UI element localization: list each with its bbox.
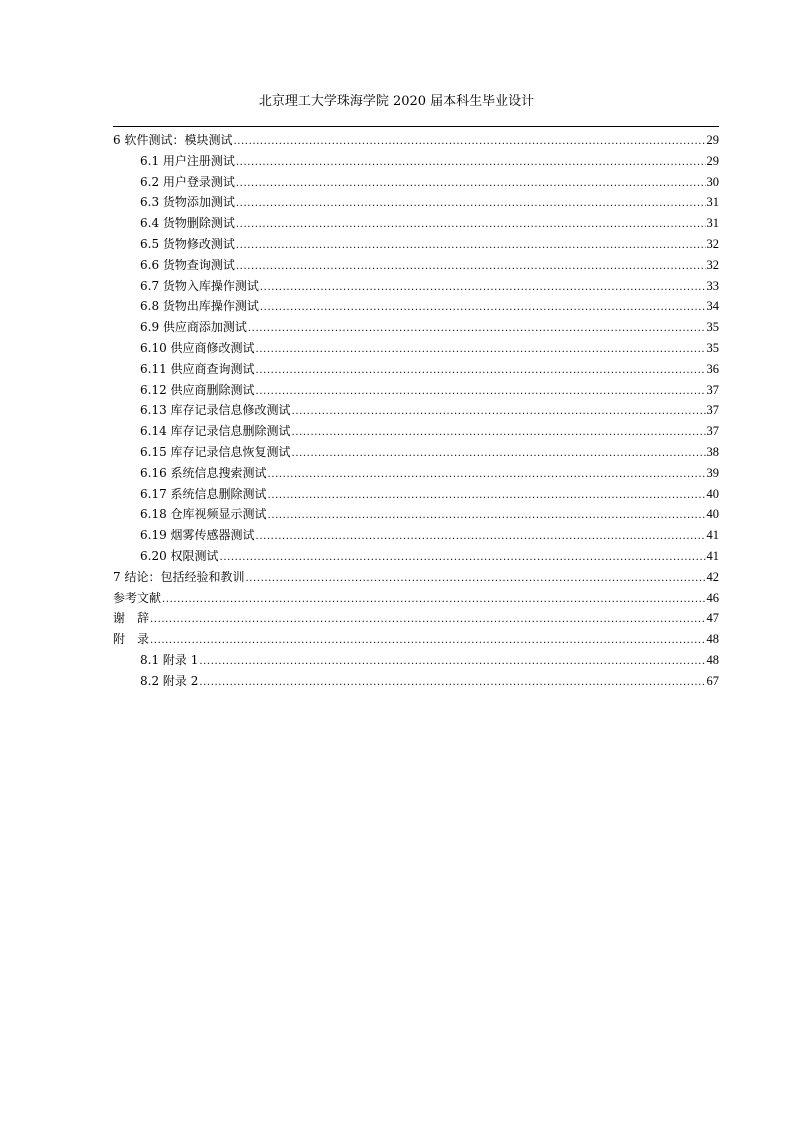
toc-entry[interactable] xyxy=(113,276,719,297)
toc-entry-label: 6.7 货物入库操作测试 xyxy=(140,278,259,293)
toc-dot-leader xyxy=(268,506,706,527)
toc-dot-leader xyxy=(260,298,706,319)
toc-dot-leader xyxy=(236,257,706,278)
toc-entry-label: 6.16 系统信息搜索测试 xyxy=(140,465,267,480)
toc-entry[interactable] xyxy=(113,192,719,213)
toc-entry-label: 6 软件测试：模块测试 xyxy=(113,133,233,147)
toc-entry-label: 6.10 供应商修改测试 xyxy=(140,340,255,355)
toc-entry[interactable] xyxy=(113,650,719,671)
toc-entry[interactable] xyxy=(113,608,719,629)
toc-entry-page-number: 32 xyxy=(706,236,719,251)
toc-entry-page-number: 46 xyxy=(706,590,719,605)
toc-entry-label: 6.18 仓库视频显示测试 xyxy=(140,507,267,522)
toc-dot-leader xyxy=(292,402,706,423)
toc-entry-label: 6.5 货物修改测试 xyxy=(140,236,235,251)
toc-dot-leader xyxy=(236,236,706,257)
toc-entry-page-number: 29 xyxy=(706,133,719,147)
toc-entry[interactable] xyxy=(113,546,719,567)
toc-dot-leader xyxy=(248,319,706,340)
toc-entry-page-number: 41 xyxy=(706,528,719,543)
toc-entry[interactable] xyxy=(113,338,719,359)
page-header-title: 北京理工大学珠海学院 2020 届本科生毕业设计 xyxy=(258,94,535,109)
toc-entry-page-number: 37 xyxy=(706,382,719,397)
toc-entry-label: 谢 辞 xyxy=(113,611,150,626)
toc-entry-label: 参考文献 xyxy=(113,590,162,605)
toc-entry-label: 8.2 附录 2 xyxy=(140,673,199,688)
toc-entry[interactable] xyxy=(113,588,719,609)
toc-dot-leader xyxy=(256,340,706,361)
toc-dot-leader xyxy=(236,153,706,174)
toc-entry-page-number: 32 xyxy=(706,257,719,272)
toc-entry-label: 6.8 货物出库操作测试 xyxy=(140,299,259,314)
toc-entry-label: 7 结论：包括经验和教训 xyxy=(113,569,245,584)
toc-entry-page-number: 48 xyxy=(706,652,719,667)
toc-dot-leader xyxy=(292,444,706,465)
toc-entry-label: 6.15 库存记录信息恢复测试 xyxy=(140,444,291,459)
toc-entry-label: 6.1 用户注册测试 xyxy=(140,153,235,168)
toc-entry[interactable] xyxy=(113,421,719,442)
header-divider xyxy=(113,126,719,127)
toc-dot-leader xyxy=(162,590,705,611)
toc-entry-page-number: 31 xyxy=(706,216,719,231)
toc-dot-leader xyxy=(236,215,706,236)
toc-entry[interactable] xyxy=(113,255,719,276)
toc-entry-label: 6.11 供应商查询测试 xyxy=(140,361,255,376)
toc-dot-leader xyxy=(150,631,705,652)
toc-entry-label: 6.3 货物添加测试 xyxy=(140,195,235,210)
toc-dot-leader xyxy=(245,569,705,590)
toc-entry[interactable] xyxy=(113,213,719,234)
toc-entry-label: 6.6 货物查询测试 xyxy=(140,257,235,272)
toc-entry[interactable] xyxy=(113,463,719,484)
toc-entry-page-number: 31 xyxy=(706,195,719,210)
toc-entry-label: 6.9 供应商添加测试 xyxy=(140,320,247,335)
toc-entry-page-number: 30 xyxy=(706,174,719,189)
toc-dot-leader xyxy=(233,132,705,153)
toc-dot-leader xyxy=(256,361,706,382)
toc-entry[interactable] xyxy=(113,380,719,401)
toc-dot-leader xyxy=(220,548,706,569)
toc-entry-page-number: 48 xyxy=(706,632,719,647)
toc-entry[interactable] xyxy=(113,671,719,692)
toc-entry-page-number: 34 xyxy=(706,299,719,314)
toc-entry-page-number: 47 xyxy=(706,611,719,626)
toc-entry-page-number: 35 xyxy=(706,340,719,355)
toc-dot-leader xyxy=(292,423,706,444)
toc-dot-leader xyxy=(256,527,706,548)
toc-entry[interactable] xyxy=(113,234,719,255)
toc-entry[interactable] xyxy=(113,629,719,650)
toc-entry[interactable] xyxy=(113,151,719,172)
toc-dot-leader xyxy=(268,486,706,507)
toc-dot-leader xyxy=(199,652,705,673)
toc-entry-label: 6.2 用户登录测试 xyxy=(140,174,235,189)
toc-dot-leader xyxy=(260,278,706,299)
toc-entry-page-number: 41 xyxy=(706,548,719,563)
toc-entry[interactable] xyxy=(113,484,719,505)
toc-entry-label: 附 录 xyxy=(113,632,150,647)
toc-entry[interactable] xyxy=(113,567,719,588)
toc-entry-label: 6.20 权限测试 xyxy=(140,548,219,563)
toc-dot-leader xyxy=(256,382,706,403)
toc-entry-page-number: 35 xyxy=(706,320,719,335)
toc-entry-page-number: 40 xyxy=(706,486,719,501)
toc-dot-leader xyxy=(268,465,706,486)
toc-dot-leader xyxy=(199,673,705,694)
toc-entry-page-number: 36 xyxy=(706,361,719,376)
toc-entry-page-number: 40 xyxy=(706,507,719,522)
toc-dot-leader xyxy=(150,610,705,631)
toc-entry[interactable] xyxy=(113,400,719,421)
toc-entry[interactable] xyxy=(113,296,719,317)
toc-entry-label: 6.4 货物删除测试 xyxy=(140,216,235,231)
toc-entry-page-number: 33 xyxy=(706,278,719,293)
toc-entry[interactable] xyxy=(113,172,719,193)
toc-entry-page-number: 37 xyxy=(706,424,719,439)
toc-dot-leader xyxy=(236,194,706,215)
toc-entry-label: 6.12 供应商删除测试 xyxy=(140,382,255,397)
toc-entry-page-number: 42 xyxy=(706,569,719,584)
toc-entry[interactable] xyxy=(113,504,719,525)
toc-entry-label: 6.17 系统信息删除测试 xyxy=(140,486,267,501)
toc-entry[interactable] xyxy=(113,525,719,546)
toc-entry-page-number: 38 xyxy=(706,444,719,459)
table-of-contents xyxy=(113,130,719,692)
toc-entry[interactable] xyxy=(113,442,719,463)
toc-entry-label: 6.13 库存记录信息修改测试 xyxy=(140,403,291,418)
toc-entry-label: 6.14 库存记录信息删除测试 xyxy=(140,424,291,439)
toc-dot-leader xyxy=(236,174,706,195)
toc-entry-label: 6.19 烟雾传感器测试 xyxy=(140,528,255,543)
toc-entry-page-number: 39 xyxy=(706,465,719,480)
toc-entry-page-number: 67 xyxy=(706,673,719,688)
toc-entry[interactable] xyxy=(113,317,719,338)
toc-entry[interactable] xyxy=(113,359,719,380)
toc-entry-page-number: 29 xyxy=(706,153,719,168)
toc-entry-page-number: 37 xyxy=(706,403,719,418)
toc-entry[interactable] xyxy=(113,130,719,151)
toc-entry-label: 8.1 附录 1 xyxy=(140,652,199,667)
